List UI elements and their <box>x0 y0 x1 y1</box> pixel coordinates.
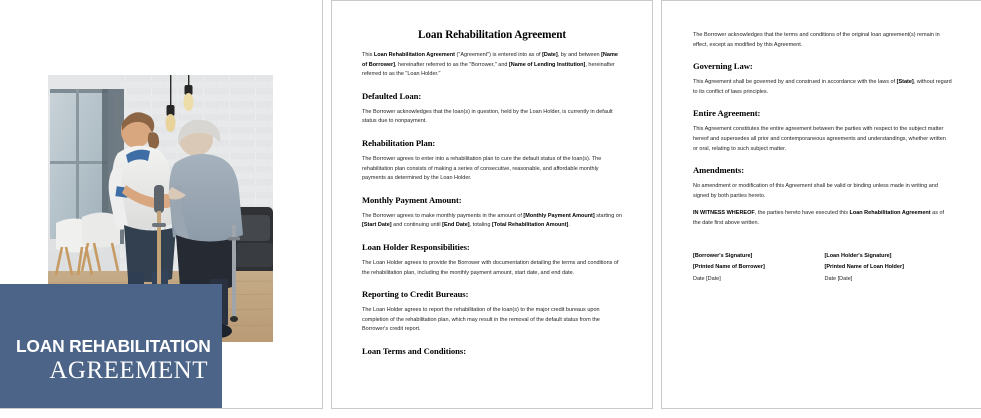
intro-text-3: , by and between <box>557 52 602 58</box>
heading-reporting-to-credit-bureaus: Reporting to Credit Bureaus: <box>362 289 469 300</box>
heading-amendments: Amendments: <box>693 165 745 176</box>
mpa-text-2: starting on <box>594 212 622 219</box>
para-rehabilitation-plan: The Borrower agrees to enter into a rehabilitation plan to cure the default status of the loan(s). The rehabilitation plan consists of making a series of consecutive, reasonable, and affordable monthly payments as determined by the Loan Holder. <box>362 155 602 182</box>
para-monthly-payment-amount <box>362 212 622 231</box>
intro-bold-date: [Date] <box>542 52 558 58</box>
page-two-body <box>332 1 652 408</box>
gl-text-2: , without regard to its conflict of laws principles. <box>693 79 952 95</box>
heading-loan-holder-responsibilities: Loan Holder Responsibilities: <box>362 241 470 252</box>
heading-loan-terms-and-conditions: Loan Terms and Conditions: <box>362 345 467 356</box>
heading-entire-agreement: Entire Agreement: <box>693 108 761 119</box>
mpa-text-4: , totaling <box>469 222 492 229</box>
mpa-bold-start-date: [Start Date] <box>362 222 392 229</box>
mpa-bold-total: [Total Rehabilitation Amount] <box>491 222 569 229</box>
para-governing-law <box>693 78 952 97</box>
para-original-loan-terms: The Borrower acknowledges that the terms and conditions of the original loan agreement(s) remain in effect, except as modified by this Agreement. <box>693 32 940 48</box>
page-three-body <box>662 1 981 408</box>
intro-text-2: ("Agreement") is entered into as of <box>455 52 543 58</box>
page-two[interactable] <box>331 0 653 409</box>
document-title: Loan Rehabilitation Agreement <box>418 29 566 41</box>
mpa-bold-amount: [Monthly Payment Amount] <box>523 212 595 219</box>
cover-band-photo-overlay <box>0 284 222 342</box>
borrower-date-line[interactable]: Date [Date] <box>693 275 721 282</box>
intro-bold-institution: [Name of Lending Institution] <box>508 61 586 68</box>
para-defaulted-loan: The Borrower acknowledges that the loan(s) in question, held by the Loan Holder, is currently in default status due to nonpayment. <box>362 108 613 125</box>
para-amendments: No amendment or modification of this Agreement shall be valid or binding unless made in writing and signed by both parties hereto. <box>693 183 938 199</box>
para-in-witness-whereof <box>693 209 952 228</box>
witness-bold-lead: IN WITNESS WHEREOF <box>693 210 755 217</box>
loan-holder-signature-line[interactable]: [Loan Holder's Signature] <box>824 252 892 259</box>
para-entire-agreement: This Agreement constitutes the entire agreement between the parties with respect to the subject matter hereof and supersedes all prior and contemporaneous agreements and understandings, whether written or oral, relating to such subject matter. <box>693 126 946 152</box>
mpa-text-3: and continuing until <box>391 222 443 229</box>
heading-governing-law: Governing Law: <box>693 61 753 72</box>
mpa-text-5: . <box>568 222 570 229</box>
borrower-printed-name-line[interactable]: [Printed Name of Borrower] <box>693 264 765 271</box>
intro-text-1: This <box>362 52 374 58</box>
signature-column-borrower <box>693 251 821 286</box>
intro-paragraph <box>362 51 622 80</box>
heading-defaulted-loan: Defaulted Loan: <box>362 90 422 101</box>
witness-text-2: as of the date first above written. <box>693 210 945 226</box>
borrower-signature-line[interactable]: [Borrower's Signature] <box>693 252 753 259</box>
para-reporting-to-credit-bureaus: The Loan Holder agrees to report the rehabilitation of the loan(s) to the major credit bureaus upon completion of the rehabilitation plan, which may result in the removal of the default status from the Borrower's credit report. <box>362 307 600 333</box>
signature-column-loan-holder <box>821 251 953 286</box>
loan-holder-printed-name-line[interactable]: [Printed Name of Loan Holder] <box>824 264 904 271</box>
page-cover[interactable] <box>0 0 323 409</box>
cover-title <box>0 336 222 385</box>
gl-bold-state: [State] <box>896 79 914 86</box>
para-loan-holder-responsibilities: The Loan Holder agrees to provide the Borrower with documentation detailing the terms and conditions of the rehabilitation plan, including the monthly payment amount, start date, and end date. <box>362 259 619 276</box>
intro-bold-agreement: Loan Rehabilitation Agreement <box>373 52 456 58</box>
intro-text-5: , hereinafter referred to as the "Loan Holder." <box>362 61 615 78</box>
intro-text-4: , hereinafter referred to as the "Borrower," and <box>395 61 509 68</box>
witness-text-1: , the parties hereto have executed this <box>754 210 850 217</box>
witness-bold-agreement: Loan Rehabilitation Agreement <box>849 210 931 217</box>
heading-monthly-payment-amount: Monthly Payment Amount: <box>362 194 462 205</box>
heading-rehabilitation-plan: Rehabilitation Plan: <box>362 137 436 148</box>
cover-title-line-1: LOAN REHABILITATION <box>16 336 211 356</box>
intro-bold-borrower: [Name of Borrower] <box>362 52 618 68</box>
gl-text-1: This Agreement shall be governed by and construed in accordance with the laws of <box>693 79 897 86</box>
mpa-bold-end-date: [End Date] <box>442 222 470 229</box>
mpa-text-1: The Borrower agrees to make monthly payments in the amount of <box>362 212 524 219</box>
cover-title-line-2: AGREEMENT <box>49 357 208 384</box>
page-three[interactable] <box>661 0 981 409</box>
signature-block <box>693 251 952 286</box>
loan-holder-date-line[interactable]: Date [Date] <box>824 275 853 282</box>
